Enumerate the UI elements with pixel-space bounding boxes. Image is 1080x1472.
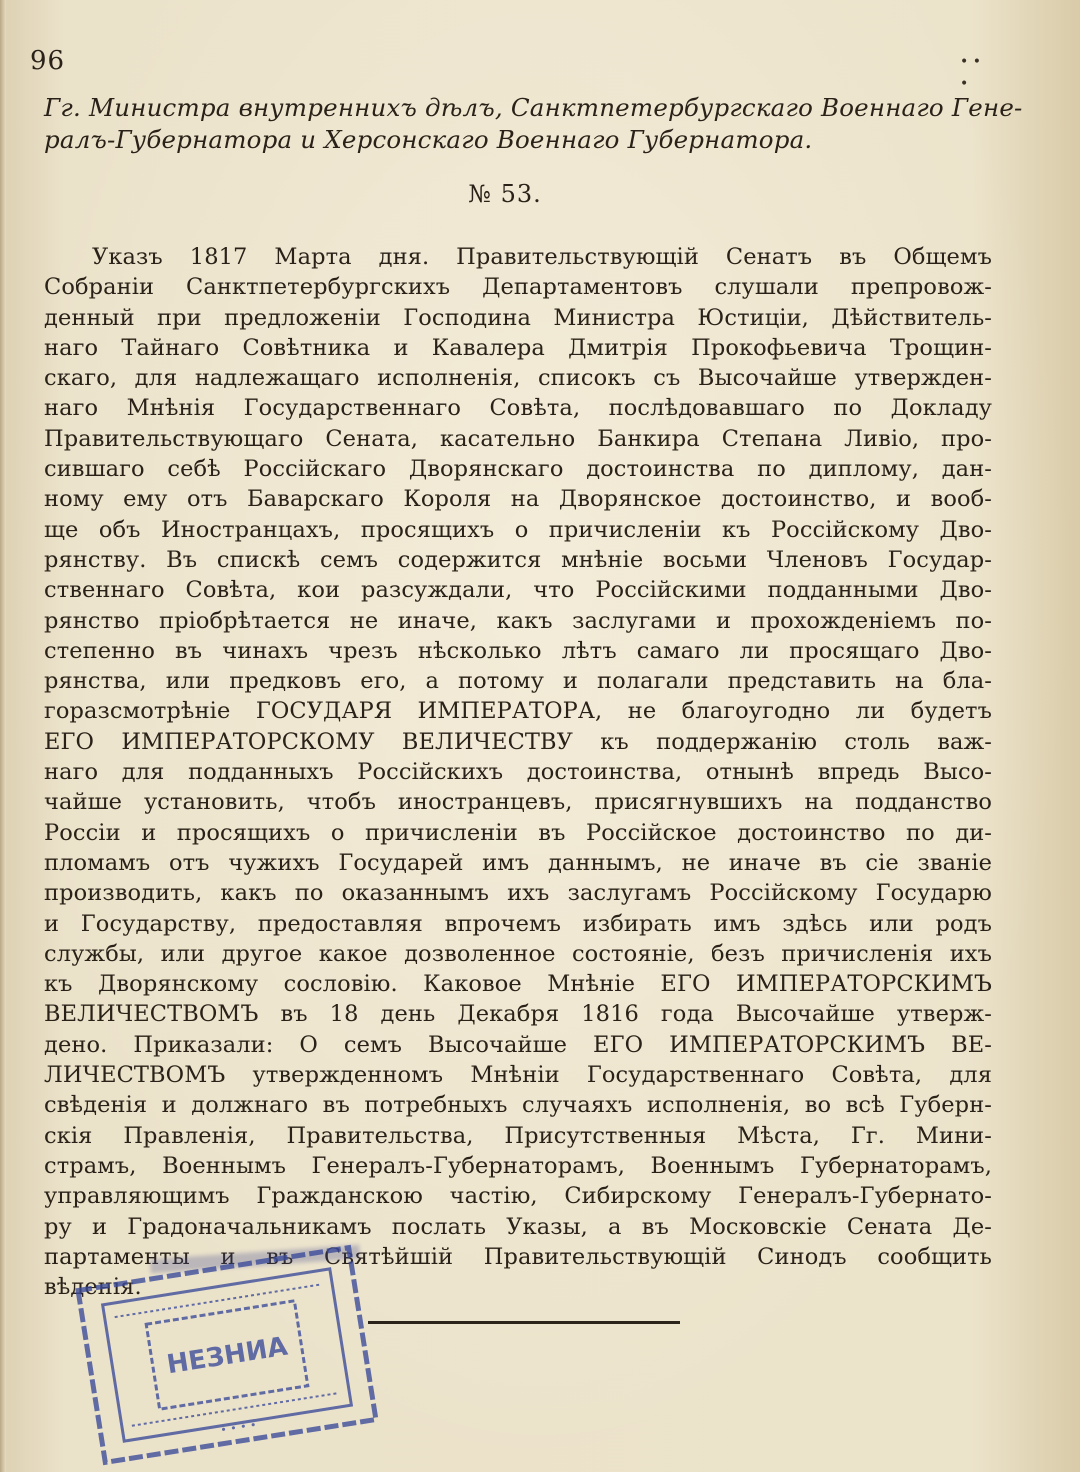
- body-line: ще объ Иностранцахъ, просящихъ о причисленіи къ Россійскому Дво-: [44, 516, 992, 543]
- heading-line: Гг. Министра внутреннихъ дѣлъ, Санктпетербургскаго Военнаго Гене-: [44, 93, 1023, 122]
- body-line: горазсмотрѣніе ГОСУДАРЯ ИМПЕРАТОРА, не благоугодно ли будетъ: [44, 698, 992, 725]
- body-line: ру и Градоначальникамъ послать Указы, а въ Московскіе Сената Де-: [44, 1213, 992, 1240]
- body-line: ному ему отъ Баварскаго Короля на Дворянское достоинство, и вооб-: [44, 486, 992, 513]
- stamp-subtext: • • • •: [219, 1418, 258, 1437]
- body-line: Собраніи Санктпетербургскихъ Департаментовъ слушали препровож-: [44, 274, 992, 301]
- body-line: дено. Приказали: О семъ Высочайше ЕГО ИМПЕРАТОРСКИМЪ ВЕ-: [44, 1031, 992, 1058]
- body-line: наго для подданныхъ Россійскихъ достоинства, отнынѣ впредь Высо-: [44, 759, 992, 786]
- body-line: Россіи и просящихъ о причисленіи въ Россійское достоинство по ди-: [44, 819, 992, 846]
- body-line: ственнаго Совѣта, кои разсуждали, что Россійскими подданными Дво-: [44, 577, 992, 604]
- end-rule: [368, 1321, 680, 1324]
- body-line: службы, или другое какое дозволенное состояніе, безъ причисленія ихъ: [44, 940, 992, 967]
- body-line: чайше установить, чтобъ иностранцевъ, присягнувшихъ на подданство: [44, 789, 992, 816]
- margin-mark: •: [960, 76, 969, 92]
- body-line: рянство пріобрѣтается не иначе, какъ заслугами и прохожденіемъ по-: [44, 607, 992, 634]
- body-line: пломамъ отъ чужихъ Государей имъ даннымъ, не иначе въ сіе званіе: [44, 849, 992, 876]
- body-line: рянству. Въ спискѣ семъ содержится мнѣніе восьми Членовъ Государ-: [44, 546, 992, 573]
- body-line: сившаго себѣ Россійскаго Дворянскаго достоинства по диплому, дан-: [44, 456, 992, 483]
- body-line: скаго, для надлежащаго исполненія, списокъ съ Высочайше утвержден-: [44, 365, 992, 392]
- body-line: свѣденія и должнаго въ потребныхъ случаяхъ исполненія, во всѣ Губерн-: [44, 1092, 992, 1119]
- margin-mark: • •: [960, 54, 981, 70]
- body-line: наго Мнѣнія Государственнаго Совѣта, послѣдовавшаго по Докладу: [44, 395, 992, 422]
- body-line: ЕГО ИМПЕРАТОРСКОМУ ВЕЛИЧЕСТВУ къ поддержанію столь важ-: [44, 728, 992, 755]
- body-line: вѣденія.: [44, 1274, 142, 1301]
- document-heading: [44, 92, 1023, 156]
- body-line: рянства, или предковъ его, а потому и полагали представить на бла-: [44, 668, 992, 695]
- decree-body: [44, 242, 992, 1302]
- heading-line: ралъ-Губернатора и Херсонскаго Военнаго Губернатора.: [44, 125, 813, 154]
- body-line: къ Дворянскому сословію. Каковое Мнѣніе ЕГО ИМПЕРАТОРСКИМЪ: [44, 971, 992, 998]
- body-line: и Государству, предоставляя впрочемъ избирать имъ здѣсь или родъ: [44, 910, 992, 937]
- body-line: денный при предложеніи Господина Министра Юстиціи, Дѣйствитель-: [44, 304, 992, 331]
- stamp-text: НЕЗНИА: [164, 1331, 290, 1381]
- body-line: Указъ 1817 Марта дня. Правительствующій Сенатъ въ Общемъ: [92, 244, 992, 270]
- page-edge: [0, 0, 6, 1472]
- body-line: управляющимъ Гражданскою частію, Сибирскому Генералъ-Губернато-: [44, 1183, 992, 1210]
- body-line: партаменты и въ Святѣйшій Правительствующій Синодъ сообщить: [44, 1243, 992, 1270]
- body-line: скія Правленія, Правительства, Присутственныя Мѣста, Гг. Мини-: [44, 1122, 992, 1149]
- body-line: страмъ, Военнымъ Генералъ-Губернаторамъ, Военнымъ Губернаторамъ,: [44, 1152, 992, 1179]
- body-line: производить, какъ по оказаннымъ ихъ заслугамъ Россійскому Государю: [44, 880, 992, 907]
- body-line: Правительствующаго Сената, касательно Банкира Степана Ливіо, про-: [44, 425, 992, 452]
- body-line: ВЕЛИЧЕСТВОМЪ въ 18 день Декабря 1816 года Высочайше утверж-: [44, 1001, 992, 1028]
- decree-number: № 53.: [468, 180, 542, 208]
- body-line: наго Тайнаго Совѣтника и Кавалера Дмитрія Прокофьевича Трощин-: [44, 334, 992, 361]
- page-number: 96: [30, 46, 66, 76]
- body-line: ЛИЧЕСТВОМЪ утвержденномъ Мнѣніи Государственнаго Совѣта, для: [44, 1062, 992, 1089]
- body-line: степенно въ чинахъ чрезъ нѣсколько лѣтъ самаго ли просящаго Дво-: [44, 637, 992, 664]
